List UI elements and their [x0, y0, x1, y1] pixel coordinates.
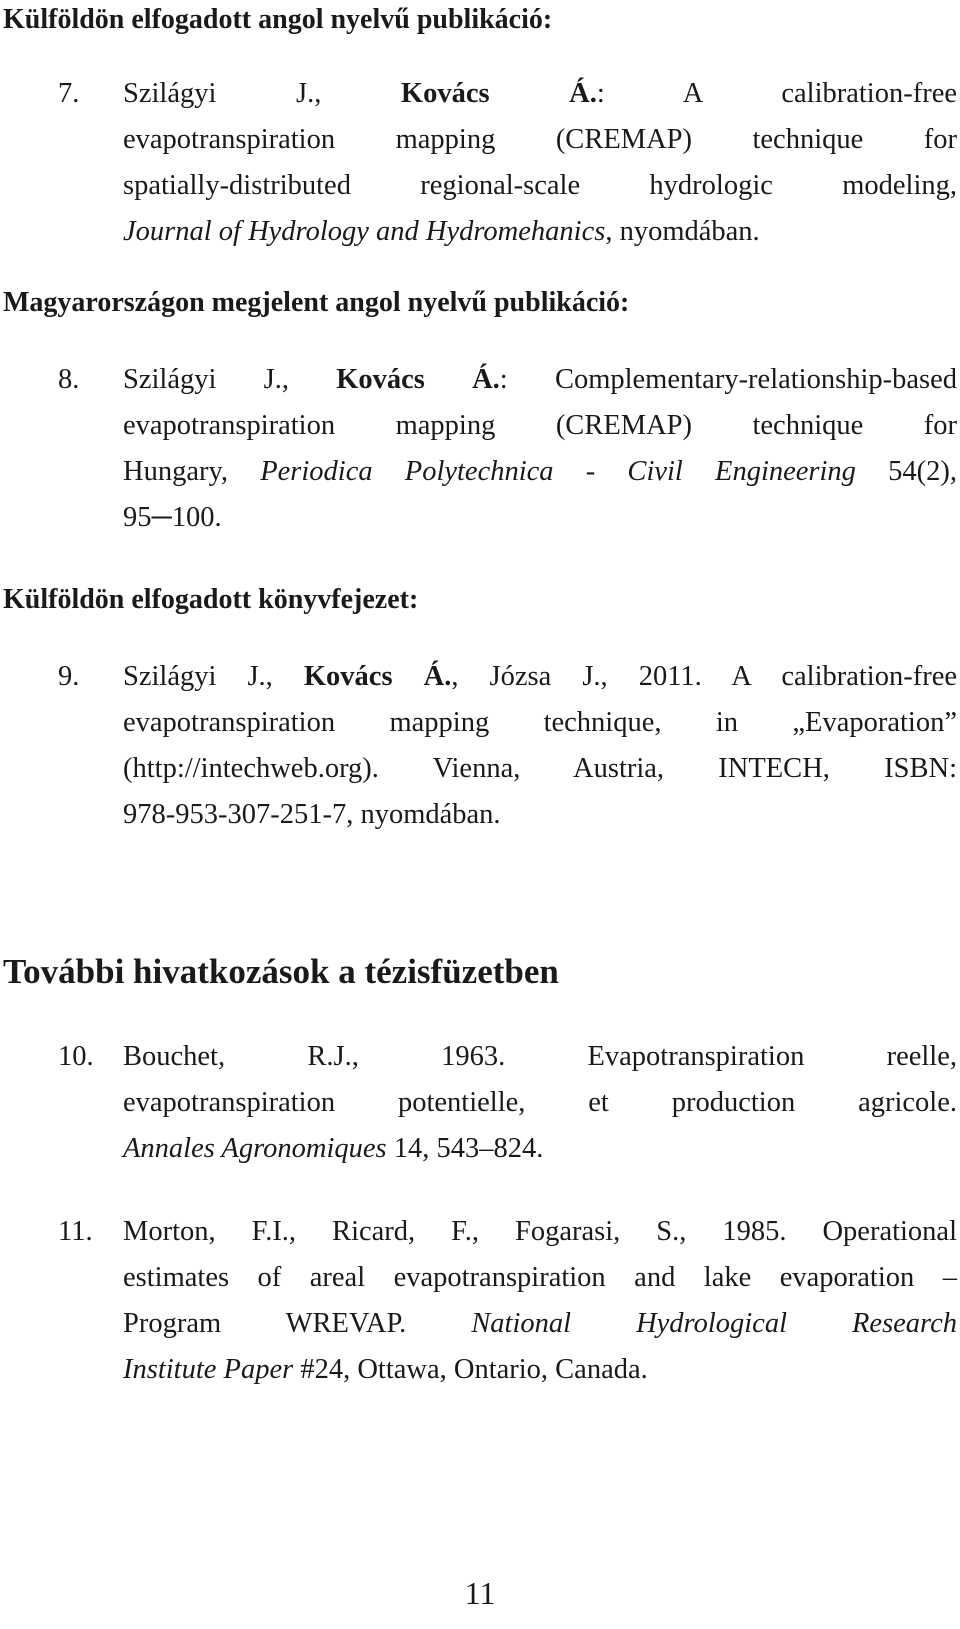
reference-line: estimates of areal evapotranspiration and lake evaporation – — [123, 1262, 957, 1293]
reference-line: Szilágyi J., Kovács Á., Józsa J., 2011. A calibration-free — [123, 661, 957, 692]
reference-line: evapotranspiration mapping (CREMAP) technique for — [123, 410, 957, 441]
reference-line: Szilágyi J., Kovács Á.: A calibration-free — [123, 78, 957, 109]
reference-line: Morton, F.I., Ricard, F., Fogarasi, S., 1985. Operational — [123, 1216, 957, 1247]
journal-title: Journal of Hydrology and Hydromehanics — [123, 216, 606, 247]
reference-line: Bouchet, R.J., 1963. Evapotranspiration reelle, — [123, 1041, 957, 1072]
reference-text — [123, 1209, 957, 1393]
reference-line: Institute Paper #24, Ottawa, Ontario, Canada. — [123, 1354, 648, 1385]
journal-title: National Hydrological Research — [471, 1308, 957, 1339]
reference-line: evapotranspiration mapping technique, in „Evaporation” — [123, 707, 957, 738]
reference-text — [123, 357, 957, 541]
journal-title-cont: Institute Paper — [123, 1354, 294, 1385]
reference-line: (http://intechweb.org). Vienna, Austria, INTECH, ISBN: — [123, 753, 957, 784]
reference-line: Hungary, Periodica Polytechnica - Civil Engineering 54(2), — [123, 456, 957, 487]
author-highlight: Kovács Á. — [400, 78, 597, 109]
section-heading-hungary-english: Magyarországon megjelent angol nyelvű publikáció: — [3, 287, 630, 318]
section-heading-further-refs: További hivatkozások a tézisfüzetben — [3, 952, 559, 991]
reference-number: 10. — [58, 1041, 94, 1072]
reference-line: evapotranspiration potentielle, et production agricole. — [123, 1087, 957, 1118]
reference-number: 9. — [58, 661, 80, 692]
journal-title: Annales Agronomiques — [123, 1133, 387, 1164]
reference-line: Program WREVAP. National Hydrological Research — [123, 1308, 957, 1339]
journal-title: Periodica Polytechnica - Civil Engineering — [260, 456, 856, 487]
reference-number: 11. — [58, 1216, 93, 1247]
reference-line: evapotranspiration mapping (CREMAP) technique for — [123, 124, 957, 155]
reference-text — [123, 71, 957, 255]
reference-line: 95─100. — [123, 502, 222, 533]
reference-line: Szilágyi J., Kovács Á.: Complementary-relationship-based — [123, 364, 957, 395]
author-highlight: Kovács Á. — [336, 364, 500, 395]
reference-number: 8. — [58, 364, 80, 395]
reference-line: spatially-distributed regional-scale hydrologic modeling, — [123, 170, 957, 201]
reference-text — [123, 654, 957, 838]
reference-line: 978-953-307-251-7, nyomdában. — [123, 799, 501, 830]
reference-line: Journal of Hydrology and Hydromehanics, nyomdában. — [123, 216, 760, 247]
reference-text — [123, 1034, 957, 1172]
reference-line: Annales Agronomiques 14, 543–824. — [123, 1133, 544, 1164]
section-heading-foreign-chapter: Külföldön elfogadott könyvfejezet: — [3, 584, 419, 615]
author-highlight: Kovács Á. — [303, 661, 452, 692]
section-heading-foreign-english: Külföldön elfogadott angol nyelvű publikáció: — [3, 4, 553, 35]
page-number: 11 — [464, 1575, 496, 1611]
reference-number: 7. — [58, 78, 80, 109]
